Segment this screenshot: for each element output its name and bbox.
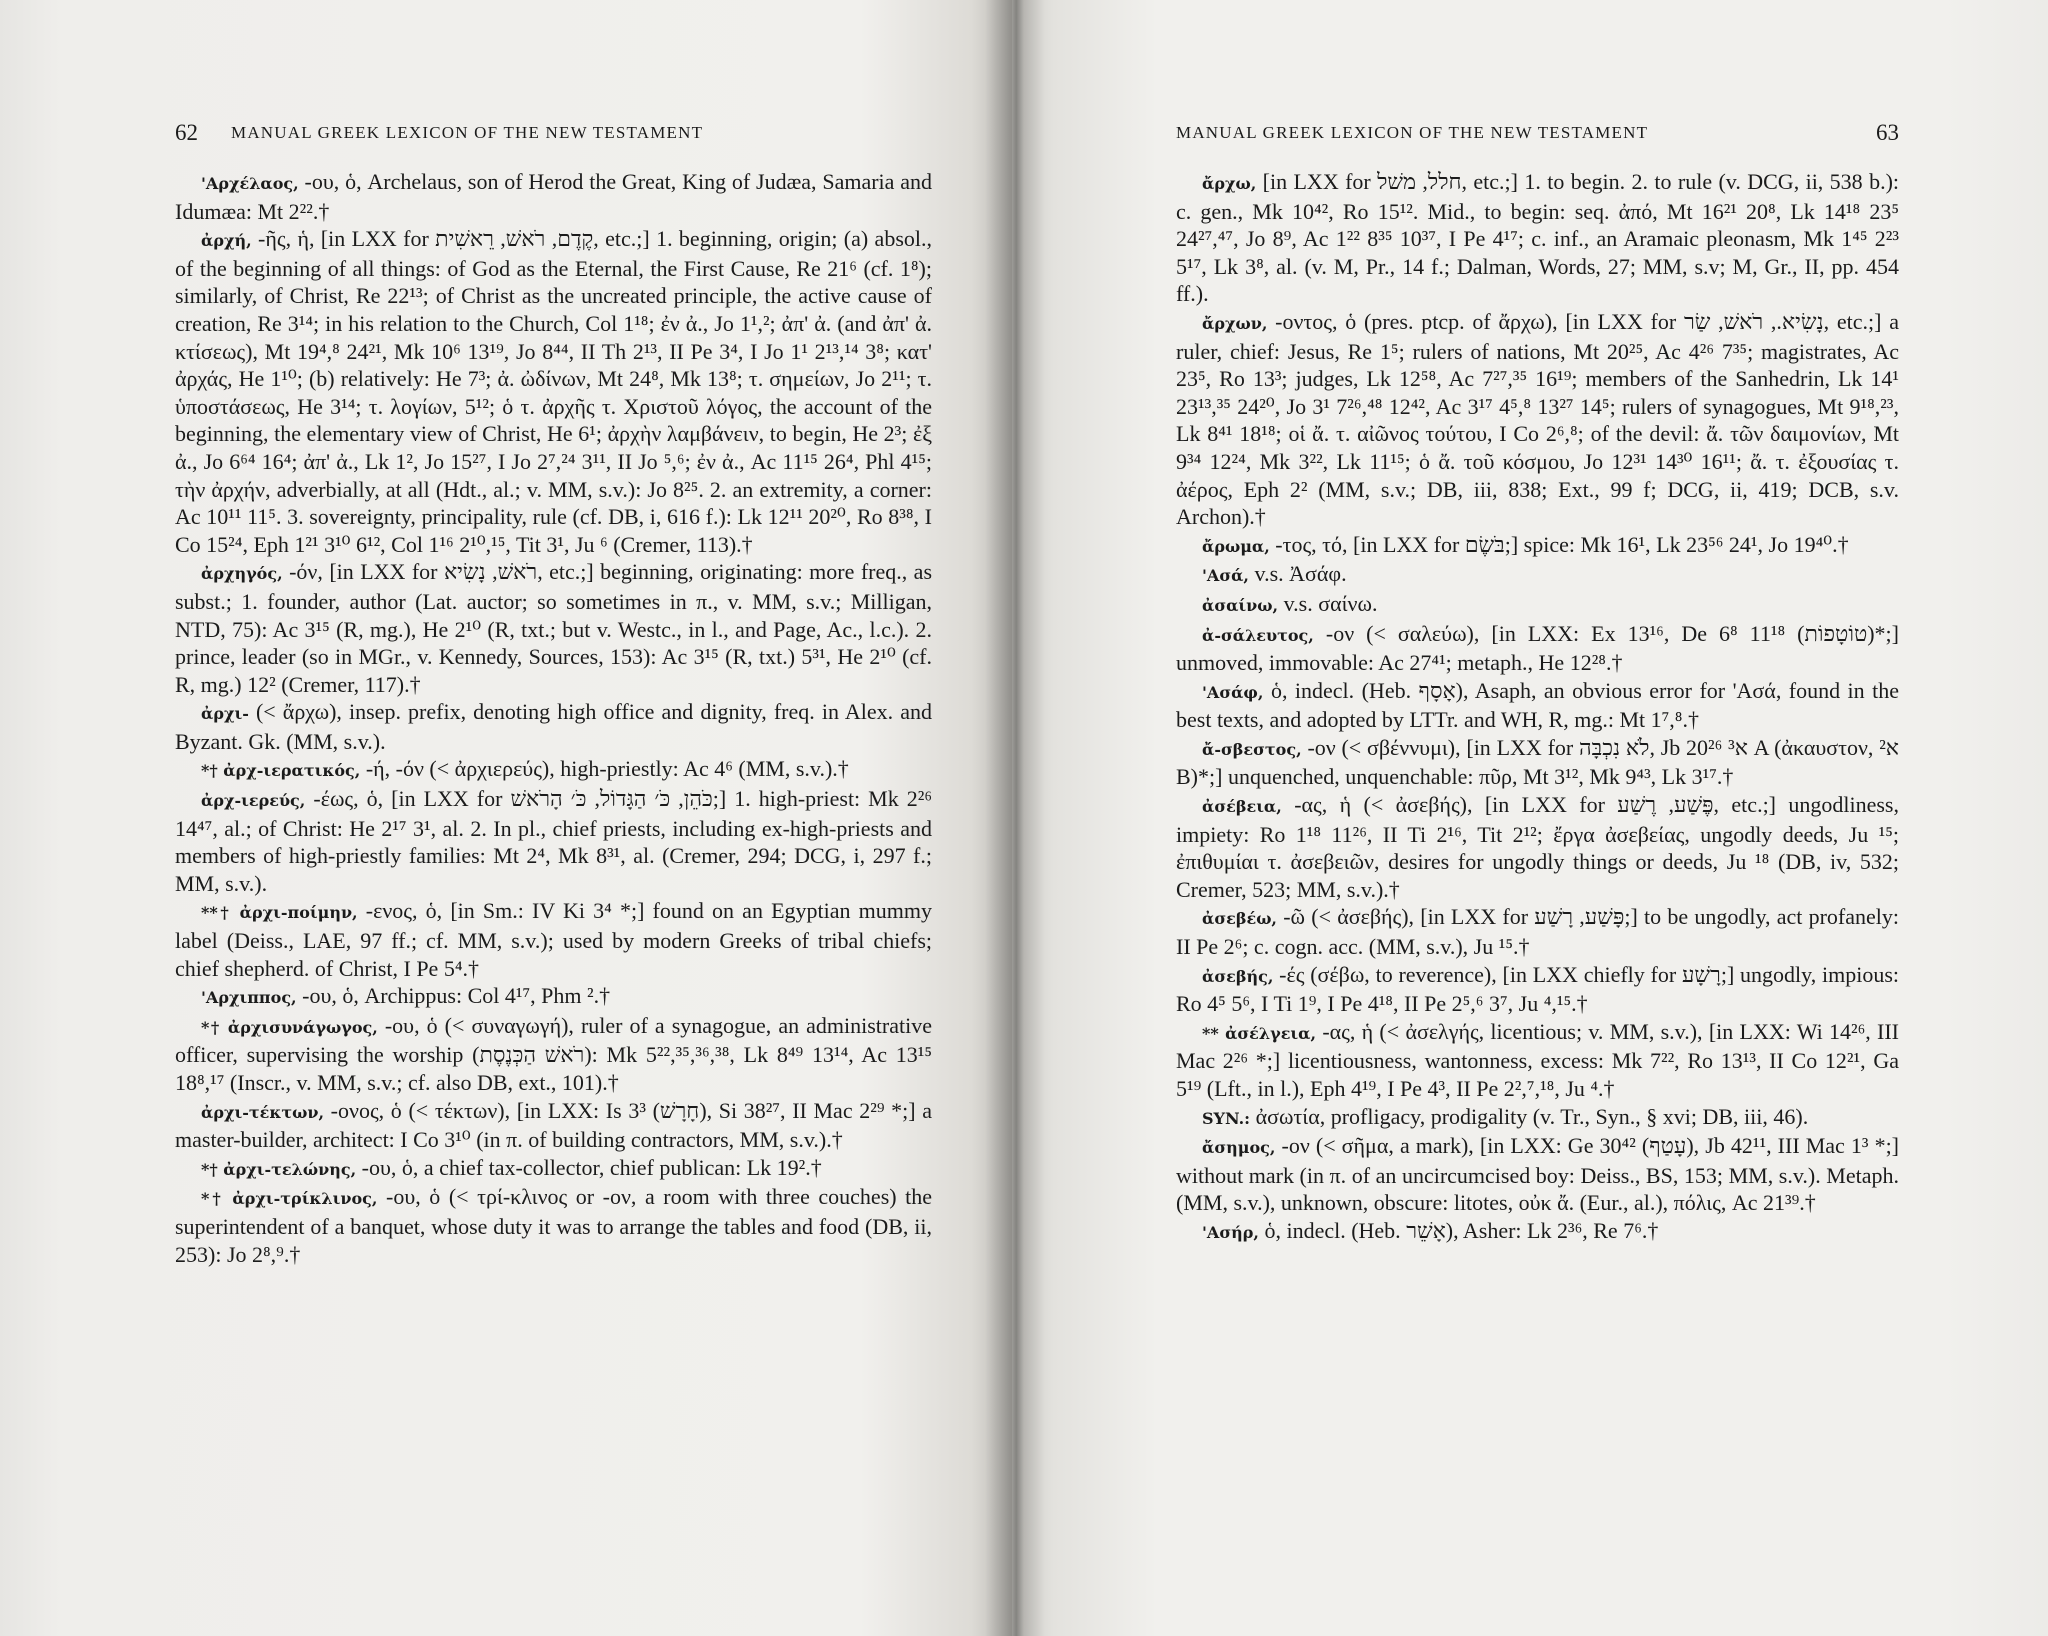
lexicon-entry <box>1176 531 1899 561</box>
entry-definition: -ῆς, ἡ, [in LXX for קֶדֶם, רֹאשׁ, רֵאשִׁית, etc.;] 1. beginning, origin; (a) absol., of the beginning of all things: of God as the Eternal, the First Cause, Re 21⁶ (cf. 1⁸); similarly, of Christ, Re 22¹³; of Christ as the uncreated principle, the active cause of creation, Re 3¹⁴; in his relation to the Church, Col 1¹⁸; ἐν ἀ., Jo 1¹,²; ἀπ' ἀ. (and ἀπ' ἀ. κτίσεως), Mt 19⁴,⁸ 24²¹, Mk 10⁶ 13¹⁹, Jo 8⁴⁴, II Th 2¹³, II Pe 3⁴, I Jo 1¹ 2¹³,¹⁴ 3⁸; κατ' ἀρχάς, He 1¹⁰; (b) relatively: He 7³; ἀ. ὠδίνων, Mt 24⁸, Mk 13⁸; τ. σημείων, Jo 2¹¹; τ. ὑποστάσεως, He 3¹⁴; τ. λογίων, 5¹²; ὁ τ. ἀρχῆς τ. Χριστοῦ λόγος, the account of the beginning, the elementary view of Christ, He 6¹; ἀρχὴν λαμβάνειν, to begin, He 2³; ἐξ ἀ., Jo 6⁶⁴ 16⁴; ἀπ' ἀ., Lk 1², Jo 15²⁷, I Jo 2⁷,²⁴ 3¹¹, II Jo ⁵,⁶; ἐν ἀ., Ac 11¹⁵ 26⁴, Phl 4¹⁵; τὴν ἀρχήν, adverbially, at all (Hdt., al.; v. MM, s.v.): Jo 8²⁵. 2. an extremity, a corner: Ac 10¹¹ 11⁵. 3. sovereignty, principality, rule (cf. DB, i, 616 f.): Lk 12¹¹ 20²⁰, Ro 8³⁸, I Co 15²⁴, Eph 1²¹ 3¹⁰ 6¹², Col 1¹⁶ 2¹⁰,¹⁵, Tit 3¹, Ju ⁶ (Cremer, 113).† <box>175 226 932 557</box>
page-number: 63 <box>1876 120 1899 145</box>
entry-definition: -ου, ὁ, Archippus: Col 4¹⁷, Phm ².† <box>302 983 611 1009</box>
entry-headword: ἀρχ-ιερεύς, <box>201 791 306 811</box>
entry-headword: ἀρχή, <box>201 231 252 251</box>
entry-definition: -ῶ (< ἀσεβής), [in LXX for פָּשַׁע, רָשַׁע;] to be ungodly, act profanely: II Pe 2⁶; c. cogn. acc. (MM, s.v.), Ju ¹⁵.† <box>1176 904 1899 960</box>
entry-headword: 'Ασήρ, <box>1202 1222 1259 1242</box>
lexicon-entry <box>1176 560 1899 590</box>
left-page <box>0 0 1012 1636</box>
lexicon-entry <box>175 1097 932 1154</box>
entry-headword: ἄρχων, <box>1202 313 1268 333</box>
right-entry-column <box>1176 168 1899 1468</box>
entry-headword: ἀρχι- <box>201 704 249 724</box>
entry-definition: -ας, ἡ (< ἀσελγής, licentious; v. MM, s.v.), [in LXX: Wi 14²⁶, III Mac 2²⁶ *;] licentiousness, wantonness, excess: Mk 7²², Ro 13¹³, II Co 12²¹, Ga 5¹⁹ (Lft., in l.), Eph 4¹⁹, I Pe 4³, II Pe 2²,⁷,¹⁸, Ju ⁴.† <box>1176 1018 1899 1101</box>
lexicon-entry <box>1176 168 1899 308</box>
entry-headword: ἄρχω, <box>1202 174 1257 193</box>
entry-definition: -ές (σέβω, to reverence), [in LXX chiefly for רָשָׁע;] ungodly, impious: Ro 4⁵ 5⁶, I Ti 1⁹, I Pe 4¹⁸, II Pe 2⁵,⁶ 3⁷, Ju ⁴,¹⁵.† <box>1176 961 1899 1017</box>
entry-headword: *† ἀρχ-ιερατικός, <box>201 761 361 781</box>
entry-definition: -ου, ὁ, Archelaus, son of Herod the Great, King of Judæa, Samaria and Idumæa: Mt 2²².† <box>175 169 932 224</box>
left-page-header <box>175 118 932 148</box>
lexicon-entry <box>1176 590 1899 620</box>
right-page <box>1012 0 2048 1636</box>
entry-headword: *† ἀρχισυνάγωγος, <box>201 1017 378 1037</box>
entry-definition: -τος, τό, [in LXX for בֹּשֶׂם;] spice: Mk 16¹, Lk 23⁵⁶ 24¹, Jo 19⁴⁰.† <box>1275 531 1849 557</box>
entry-headword: ἀρχι-τέκτων, <box>201 1102 325 1122</box>
entry-headword: 'Ασάφ, <box>1202 682 1264 702</box>
entry-definition: -ον (< σβέννυμι), [in LXX for לֹא נִכְבָּה, Jb 20²⁶ א³ A (ἀκαυστον, א² B)*;] unquenched, unquenchable: πῦρ, Mt 3¹², Mk 9⁴³, Lk 3¹⁷.† <box>1176 734 1899 790</box>
lexicon-entry <box>175 897 932 982</box>
entry-definition: (< ἄρχω), insep. prefix, denoting high office and dignity, freq. in Alex. and Byzant. Gk. (MM, s.v.). <box>175 699 932 754</box>
lexicon-entry <box>175 785 932 897</box>
lexicon-entry <box>1176 677 1899 734</box>
entry-headword: 'Αρχιππος, <box>201 988 297 1008</box>
entry-headword: ἄ-σβεστος, <box>1202 739 1302 759</box>
lexicon-entry <box>1176 308 1899 531</box>
entry-definition: -ας, ἡ (< ἀσεβής), [in LXX for פֶּשַׁע, רֶשַׁע, etc.;] ungodliness, impiety: Ro 1¹⁸ 11²⁶, II Ti 2¹⁶, Tit 2¹²; ἔργα ἀσεβείας, ungodly deeds, Ju ¹⁵; ἐπιθυμίαι τ. ἀσεβειῶν, desires for ungodly things or deeds, Ju ¹⁸ (DB, iv, 532; Cremer, 523; MM, s.v.).† <box>1176 792 1899 902</box>
entry-headword: ἀσεβέω, <box>1202 909 1277 929</box>
entry-definition: ὁ, indecl. (Heb. אָשֵׁר), Asher: Lk 2³⁶, Re 7⁶.† <box>1264 1217 1659 1243</box>
lexicon-entry <box>175 1183 932 1268</box>
entry-headword: 'Ασά, <box>1202 566 1249 586</box>
entry-headword: ἀσεβής, <box>1202 966 1274 986</box>
entry-headword: **† ἀρχι-ποίμην, <box>201 903 358 923</box>
left-entry-column <box>175 168 932 1468</box>
entry-definition: -όν, [in LXX for רֹאשׁ, נָשִׂיא, etc.;] beginning, originating: more freq., as subst.; 1. founder, author (Lat. auctor; so sometimes in π., v. MM, s.v.; Milligan, NTD, 75): Ac 3¹⁵ (R, mg.), He 2¹⁰ (R, txt.; but v. Westc., in l., and Page, Ac., l.c.). 2. prince, leader (so in MGr., v. Kennedy, Sources, 153): Ac 3¹⁵ (R, txt.) 5³¹, He 2¹⁰ (cf. R, mg.) 12² (Cremer, 117).† <box>175 559 932 697</box>
entry-definition: v.s. Ἀσάφ. <box>1254 561 1347 587</box>
entry-headword: *† ἀρχι-τελώνης, <box>201 1159 357 1179</box>
lexicon-entry <box>1176 1018 1899 1103</box>
lexicon-entry <box>175 225 932 558</box>
lexicon-entry <box>175 168 932 225</box>
page-number: 62 <box>175 120 198 145</box>
lexicon-entry <box>175 558 932 698</box>
entry-headword: ἄσημος, <box>1202 1138 1276 1158</box>
book-spine-shadow <box>985 0 1045 1636</box>
entry-headword: ** ἀσέλγεια, <box>1202 1023 1317 1043</box>
lexicon-entry <box>175 1154 932 1184</box>
entry-definition: -ου, ὁ (< τρί-κλινος or -ον, a room with three couches) the superintendent of a banquet, whose duty it was to arrange the tables and food (DB, ii, 253): Jo 2⁸,⁹.† <box>175 1184 932 1267</box>
entry-definition: -ενος, ὁ, [in Sm.: IV Ki 3⁴ *;] found on an Egyptian mummy label (Deiss., LAE, 97 ff.; cf. MM, s.v.); used by modern Greeks of tribal chiefs; chief shepherd. of Christ, I Pe 5⁴.† <box>175 898 932 981</box>
lexicon-entry <box>1176 791 1899 903</box>
entry-definition: -ή, -όν (< ἀρχιερεύς), high-priestly: Ac 4⁶ (MM, s.v.).† <box>365 756 849 782</box>
entry-definition: ὁ, indecl. (Heb. אָסָף), Asaph, an obvious error for 'Ασά, found in the best texts, and adopted by LTTr. and WH, R, mg.: Mt 1⁷,⁸.† <box>1176 677 1899 733</box>
lexicon-entry <box>1176 734 1899 791</box>
entry-headword: SYN.: <box>1202 1108 1251 1128</box>
entry-definition: -ον (< σαλεύω), [in LXX: Ex 13¹⁶, De 6⁸ 11¹⁸ (טוֹטָפוֹת)*;] unmoved, immovable: Ac 27⁴¹; metaph., He 12²⁸.† <box>1176 620 1899 676</box>
lexicon-entry <box>1176 620 1899 677</box>
lexicon-entry <box>1176 961 1899 1018</box>
lexicon-entry <box>175 698 932 755</box>
lexicon-entry <box>1176 1217 1899 1247</box>
entry-headword: 'Αρχέλαος, <box>201 174 299 193</box>
lexicon-entry <box>1176 903 1899 960</box>
lexicon-entry <box>1176 1103 1899 1133</box>
entry-definition: -έως, ὁ, [in LXX for כֹּהֵן, כֹּ׳ הַגָּדוֹל, כֹּ׳ הָרֹאשׁ;] 1. high-priest: Mk 2²⁶ 14⁴⁷, al.; of Christ: He 2¹⁷ 3¹, al. 2. In pl., chief priests, including ex-high-priests and members of high-priestly families: Mt 2⁴, Mk 8³¹, al. (Cremer, 294; DCG, i, 297 f.; MM, s.v.). <box>175 786 932 896</box>
entry-definition: -ου, ὁ (< συναγωγή), ruler of a synagogue, an administrative officer, supervising the worship (רֹאשׁ הַכְּנֶסֶת): Mk 5²²,³⁵,³⁶,³⁸, Lk 8⁴⁹ 13¹⁴, Ac 13¹⁵ 18⁸,¹⁷ (Inscr., v. MM, s.v.; cf. also DB, ext., 101).† <box>175 1012 932 1095</box>
entry-headword: ἀσέβεια, <box>1202 797 1282 817</box>
entry-headword: *† ἀρχι-τρίκλινος, <box>201 1189 378 1209</box>
entry-definition: -ου, ὁ, a chief tax-collector, chief publican: Lk 19².† <box>361 1154 822 1180</box>
entry-headword: ἀ-σάλευτος, <box>1202 625 1314 645</box>
entry-definition: -ον (< σῆμα, a mark), [in LXX: Ge 30⁴² (עָטַף), Jb 42¹¹, III Mac 1³ *;] without mark (in π. of an uncircumcised boy: Deiss., BS, 153; MM, s.v.). Metaph. (MM, s.v.), unknown, obscure: litotes, οὐκ ἄ. (Eur., al.), πόλις, Ac 21³⁹.† <box>1176 1133 1899 1216</box>
entry-headword: ἄρωμα, <box>1202 536 1270 556</box>
entry-definition: -οντος, ὁ (pres. ptcp. of ἄρχω), [in LXX for נָשִׂיא., רֹאשׁ, שַׂר, etc.;] a ruler, chief: Jesus, Re 1⁵; rulers of nations, Mt 20²⁵, Ac 4²⁶ 7³⁵; magistrates, Ac 23⁵, Ro 13³; judges, Lk 12⁵⁸, Ac 7²⁷,³⁵ 16¹⁹; members of the Sanhedrin, Lk 14¹ 23¹³,³⁵ 24²⁰, Jo 3¹ 7²⁶,⁴⁸ 12⁴², Ac 3¹⁷ 4⁵,⁸ 13²⁷ 14⁵; rulers of synagogues, Mt 9¹⁸,²³, Lk 8⁴¹ 18¹⁸; οἱ ἄ. τ. αἰῶνος τούτου, I Co 2⁶,⁸; of the devil: ἄ. τῶν δαιμονίων, Mt 9³⁴ 12²⁴, Mk 3²², Lk 11¹⁵; ὁ ἄ. τοῦ κόσμου, Jo 12³¹ 14³⁰ 16¹¹; ἄ. τ. ἐξουσίας τ. ἀέρος, Eph 2² (MM, s.v.; DB, iii, 838; Ext., 99 f; DCG, ii, 419; DCB, s.v. Archon).† <box>1176 308 1899 530</box>
right-page-header <box>1176 118 1899 148</box>
entry-definition: [in LXX for חלל, משׁל, etc.;] 1. to begin. 2. to rule (v. DCG, ii, 538 b.): c. gen., Mk 10⁴², Ro 15¹². Mid., to begin: seq. ἀπό, Mt 16²¹ 20⁸, Lk 14¹⁸ 23⁵ 24²⁷,⁴⁷, Jo 8⁹, Ac 1²² 8³⁵ 10³⁷, I Pe 4¹⁷; c. inf., an Aramaic pleonasm, Mk 1⁴⁵ 2²³ 5¹⁷, Lk 3⁸, al. (v. M, Pr., 14 f.; Dalman, Words, 27; MM, s.v; M, Gr., II, pp. 454 ff.). <box>1176 169 1899 307</box>
lexicon-entry <box>175 755 932 785</box>
lexicon-entry <box>175 982 932 1012</box>
entry-headword: ἀρχηγός, <box>201 564 283 584</box>
entry-headword: ἀσαίνω, <box>1202 595 1279 615</box>
running-title: MANUAL GREEK LEXICON OF THE NEW TESTAMENT <box>231 123 704 142</box>
lexicon-entry <box>175 1012 932 1097</box>
lexicon-entry <box>1176 1132 1899 1217</box>
running-title: MANUAL GREEK LEXICON OF THE NEW TESTAMENT <box>1176 123 1649 142</box>
entry-definition: -ονος, ὁ (< τέκτων), [in LXX: Is 3³ (חָרָשׁ), Si 38²⁷, II Mac 2²⁹ *;] a master-builder, architect: I Co 3¹⁰ (in π. of building contractors, MM, s.v.).† <box>175 1097 932 1153</box>
entry-definition: ἀσωτία, profligacy, prodigality (v. Tr., Syn., § xvi; DB, iii, 46). <box>1255 1103 1809 1129</box>
entry-definition: v.s. σαίνω. <box>1283 590 1378 616</box>
